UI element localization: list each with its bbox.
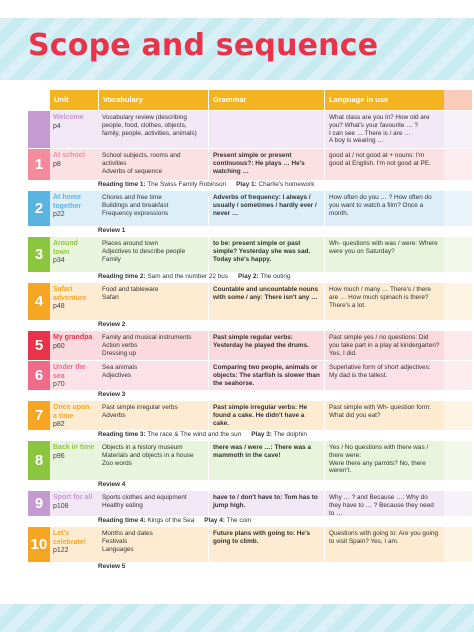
table-row <box>28 440 472 480</box>
vocabulary-line: Zoo words <box>102 459 132 467</box>
vocabulary-line: Food and tableware <box>102 286 159 293</box>
vocabulary-line: Family <box>102 255 121 263</box>
scope-table <box>28 90 472 572</box>
vocabulary-line: Family and musical instruments <box>102 334 192 341</box>
language-cell <box>324 401 444 430</box>
unit-name: At school <box>53 152 85 159</box>
grammar-line: Comparing two people, animals or objects: The starfish is slower than the seahorse. <box>213 364 320 387</box>
language-line: Past simple with Wh- question form: What did you eat? <box>329 404 431 419</box>
reading-time-title: The Swiss Family Robinson <box>147 181 227 188</box>
interlude-line <box>98 430 472 440</box>
review-label: Review 4 <box>98 481 126 488</box>
row-tail <box>444 283 472 320</box>
play-title: The outing <box>260 273 291 280</box>
unit-name: Around town <box>53 240 78 256</box>
review-label: Review 3 <box>98 391 126 398</box>
grammar-cell <box>208 491 324 516</box>
language-line: Questions with going to: Are you going to visit Spain? Yes, I am. <box>329 530 439 545</box>
table-row <box>28 490 472 516</box>
table-row <box>28 360 472 390</box>
vocabulary-line: Objects in a history museum <box>102 444 183 451</box>
unit-name: Sport for all <box>53 494 93 501</box>
vocabulary-line: Festivals <box>102 537 128 545</box>
language-cell <box>324 191 444 226</box>
grammar-cell <box>208 111 324 148</box>
header-vocabulary: Vocabulary <box>98 90 208 110</box>
unit-page: p96 <box>53 452 65 460</box>
table-row <box>28 190 472 226</box>
reading-time-label: Reading time 3: <box>98 431 146 438</box>
vocabulary-cell <box>98 283 208 320</box>
interlude-line <box>98 272 472 282</box>
vocabulary-line: Dressing up <box>102 349 137 357</box>
row-tail <box>444 491 472 516</box>
vocabulary-cell <box>98 331 208 360</box>
grammar-line: Countable and uncountable nouns with some / any: There isn't any … <box>213 286 319 301</box>
unit-number: 9 <box>28 491 50 516</box>
unit-cell <box>50 527 98 562</box>
reading-time-title: Sam and the number 22 bus <box>147 273 229 280</box>
language-line: Yes / No questions with there was / there were: <box>329 444 429 459</box>
reading-time-title: The race & The wind and the sun <box>147 431 242 438</box>
header-unit: Unit <box>54 95 69 104</box>
header-language: Language in use <box>324 90 444 110</box>
unit-cell <box>50 331 98 360</box>
grammar-line: Past simple regular verbs: Yesterday he played the drums. <box>213 334 309 349</box>
interlude-line <box>98 180 472 190</box>
vocabulary-cell <box>98 237 208 272</box>
unit-page: p34 <box>53 257 65 265</box>
vocabulary-cell <box>98 441 208 480</box>
grammar-line: have to / don't have to: Tom has to jump high. <box>213 494 318 509</box>
grammar-line: Present simple or present continuous?: He plays … He's watching … <box>213 152 305 175</box>
unit-name: My grandpa <box>53 334 93 341</box>
vocabulary-line: Adjectives <box>102 371 132 379</box>
vocabulary-cell <box>98 191 208 226</box>
interlude-line <box>98 320 472 330</box>
language-cell <box>324 237 444 272</box>
interlude-line <box>98 562 472 572</box>
unit-name: Back in time <box>53 444 95 451</box>
table-row <box>28 236 472 272</box>
unit-page: p70 <box>53 381 65 389</box>
unit-number: 8 <box>28 441 50 480</box>
language-cell <box>324 283 444 320</box>
interlude-line <box>98 226 472 236</box>
play-title: The dolphin <box>273 431 307 438</box>
grammar-cell <box>208 527 324 562</box>
language-line: How much / many … There's / there are … How much spinach is there? There's a lot. <box>329 286 431 309</box>
review-label: Review 5 <box>98 563 126 570</box>
play-title: The coin <box>226 517 252 524</box>
language-line: good at / not good at + nouns: I'm good at English. I'm not good at PE. <box>329 152 431 167</box>
vocabulary-line: Adjectives to describe people <box>102 247 186 255</box>
unit-page: p60 <box>53 342 65 350</box>
unit-number: 5 <box>28 331 50 360</box>
unit-page: p4 <box>53 122 61 130</box>
unit-name: Safari adventure <box>53 286 87 302</box>
grammar-line: Future plans with going to: He's going to climb. <box>213 530 311 545</box>
language-cell <box>324 331 444 360</box>
grammar-cell <box>208 283 324 320</box>
unit-page: p82 <box>53 421 65 429</box>
vocabulary-line: Adverbs <box>102 411 126 419</box>
interlude-line <box>98 480 472 490</box>
row-tail <box>444 149 472 180</box>
vocabulary-line: Languages <box>102 545 134 553</box>
vocabulary-line: Months and dates <box>102 530 153 537</box>
language-cell <box>324 149 444 180</box>
table-row <box>28 110 472 148</box>
language-line: I can see … There is / are … <box>329 129 411 137</box>
language-cell <box>324 441 444 480</box>
vocabulary-cell <box>98 111 208 148</box>
grammar-cell <box>208 401 324 430</box>
language-line: Were there any parrots? No, there weren't. <box>329 459 426 475</box>
grammar-cell <box>208 361 324 390</box>
header-tail <box>444 90 472 110</box>
vocabulary-line: Materials and objects in a house <box>102 451 194 459</box>
unit-page: p48 <box>53 303 65 311</box>
row-tail <box>444 527 472 562</box>
unit-number: 7 <box>28 401 50 430</box>
interlude-line <box>98 516 472 526</box>
vocabulary-line: Sea animals <box>102 364 138 371</box>
language-cell <box>324 361 444 390</box>
unit-cell <box>50 441 98 480</box>
language-line: Wh- questions with was / were: Where were you on Saturday? <box>329 240 438 255</box>
grammar-cell <box>208 149 324 180</box>
vocabulary-line: Adverbs of sequence <box>102 167 163 175</box>
vocabulary-line: Buildings and breakfast <box>102 201 169 209</box>
page-title: Scope and sequence <box>28 28 379 63</box>
play-title: Charlie's homework <box>258 181 315 188</box>
unit-number <box>28 111 50 148</box>
table-header <box>50 90 472 110</box>
unit-name: Let's celebrate! <box>53 530 87 546</box>
table-row <box>28 400 472 430</box>
unit-cell <box>50 401 98 430</box>
reading-time-label: Reading time 1: <box>98 181 146 188</box>
language-line: How often do you … ? How often do you want to watch a film? Once a month. <box>329 194 432 217</box>
unit-number: 6 <box>28 361 50 390</box>
unit-page: p8 <box>53 160 61 168</box>
unit-number: 1 <box>28 149 50 180</box>
reading-time-label: Reading time 4: <box>98 517 146 524</box>
table-row <box>28 148 472 180</box>
row-tail <box>444 331 472 360</box>
language-line: Why … ? and Because …: Why do they have to … ? Because they need to … <box>329 494 434 517</box>
vocabulary-cell <box>98 361 208 390</box>
grammar-cell <box>208 331 324 360</box>
unit-cell <box>50 191 98 226</box>
grammar-line: Past simple irregular verbs: He found a cake. He didn't have a cake. <box>213 404 308 427</box>
vocabulary-cell <box>98 491 208 516</box>
row-tail <box>444 191 472 226</box>
header-grammar: Grammar <box>208 90 324 110</box>
play-label: Play 2: <box>238 273 259 280</box>
reading-time-title: Kings of the Sea <box>147 517 195 524</box>
language-line: Superlative form of short adjectives: My dad is the tallest. <box>329 364 431 379</box>
unit-page: p22 <box>53 211 65 219</box>
grammar-cell <box>208 441 324 480</box>
vocabulary-line: School subjects, rooms and activities <box>102 152 181 167</box>
unit-cell <box>50 283 98 320</box>
unit-number: 3 <box>28 237 50 272</box>
table-row <box>28 282 472 320</box>
unit-cell <box>50 491 98 516</box>
language-cell <box>324 111 444 148</box>
interlude-line <box>98 390 472 400</box>
grammar-cell <box>208 191 324 226</box>
table-row <box>28 330 472 360</box>
language-cell <box>324 491 444 516</box>
play-label: Play 3: <box>251 431 272 438</box>
vocabulary-line: Vocabulary review (describing people, food, clothes, objects, family, people, activities, animals) <box>102 114 197 137</box>
unit-name: Once upon a time <box>53 404 90 420</box>
review-label: Review 1 <box>98 227 126 234</box>
vocabulary-line: Action verbs <box>102 341 138 349</box>
unit-page: p108 <box>53 502 69 510</box>
unit-page: p122 <box>53 547 69 555</box>
reading-time-label: Reading time 2: <box>98 273 146 280</box>
bottom-band <box>0 604 474 632</box>
row-tail <box>444 441 472 480</box>
unit-name: Under the sea <box>53 364 86 380</box>
row-tail <box>444 237 472 272</box>
vocabulary-line: Chores and free time <box>102 194 162 201</box>
unit-cell <box>50 237 98 272</box>
unit-number: 10 <box>28 527 50 562</box>
vocabulary-cell <box>98 401 208 430</box>
unit-number: 2 <box>28 191 50 226</box>
play-label: Play 1: <box>236 181 257 188</box>
vocabulary-cell <box>98 527 208 562</box>
language-line: What class are you in? How old are you? What's your favourite … ? <box>329 114 430 129</box>
table-row <box>28 526 472 562</box>
grammar-line: there was / were …: There was a mammoth in the cave! <box>213 444 312 459</box>
unit-number: 4 <box>28 283 50 320</box>
unit-cell <box>50 149 98 180</box>
vocabulary-line: Healthy eating <box>102 501 143 509</box>
language-cell <box>324 527 444 562</box>
unit-cell <box>50 111 98 148</box>
unit-cell <box>50 361 98 390</box>
vocabulary-line: Sports clothes and equipment <box>102 494 187 501</box>
language-line: A boy is wearing … <box>329 137 384 145</box>
unit-name: At home together <box>53 194 81 210</box>
unit-name: Welcome <box>53 114 84 121</box>
row-tail <box>444 361 472 390</box>
vocabulary-line: Places around town <box>102 240 159 247</box>
vocabulary-line: Past simple irregular verbs <box>102 404 178 411</box>
review-label: Review 2 <box>98 321 126 328</box>
vocabulary-line: Safari <box>102 293 119 301</box>
vocabulary-cell <box>98 149 208 180</box>
vocabulary-line: Frequency expressions <box>102 209 169 217</box>
grammar-cell <box>208 237 324 272</box>
play-label: Play 4: <box>204 517 225 524</box>
language-line: Past simple yes / no questions: Did you take part in a play at kindergarten? Yes, I did. <box>329 334 440 357</box>
row-tail <box>444 111 472 148</box>
row-tail <box>444 401 472 430</box>
grammar-line: to be: present simple or past simple? Yesterday she was sad. Today she's happy. <box>213 240 311 263</box>
grammar-line: Adverbs of frequency: I always / usually / sometimes / hardly ever / never … <box>213 194 317 217</box>
